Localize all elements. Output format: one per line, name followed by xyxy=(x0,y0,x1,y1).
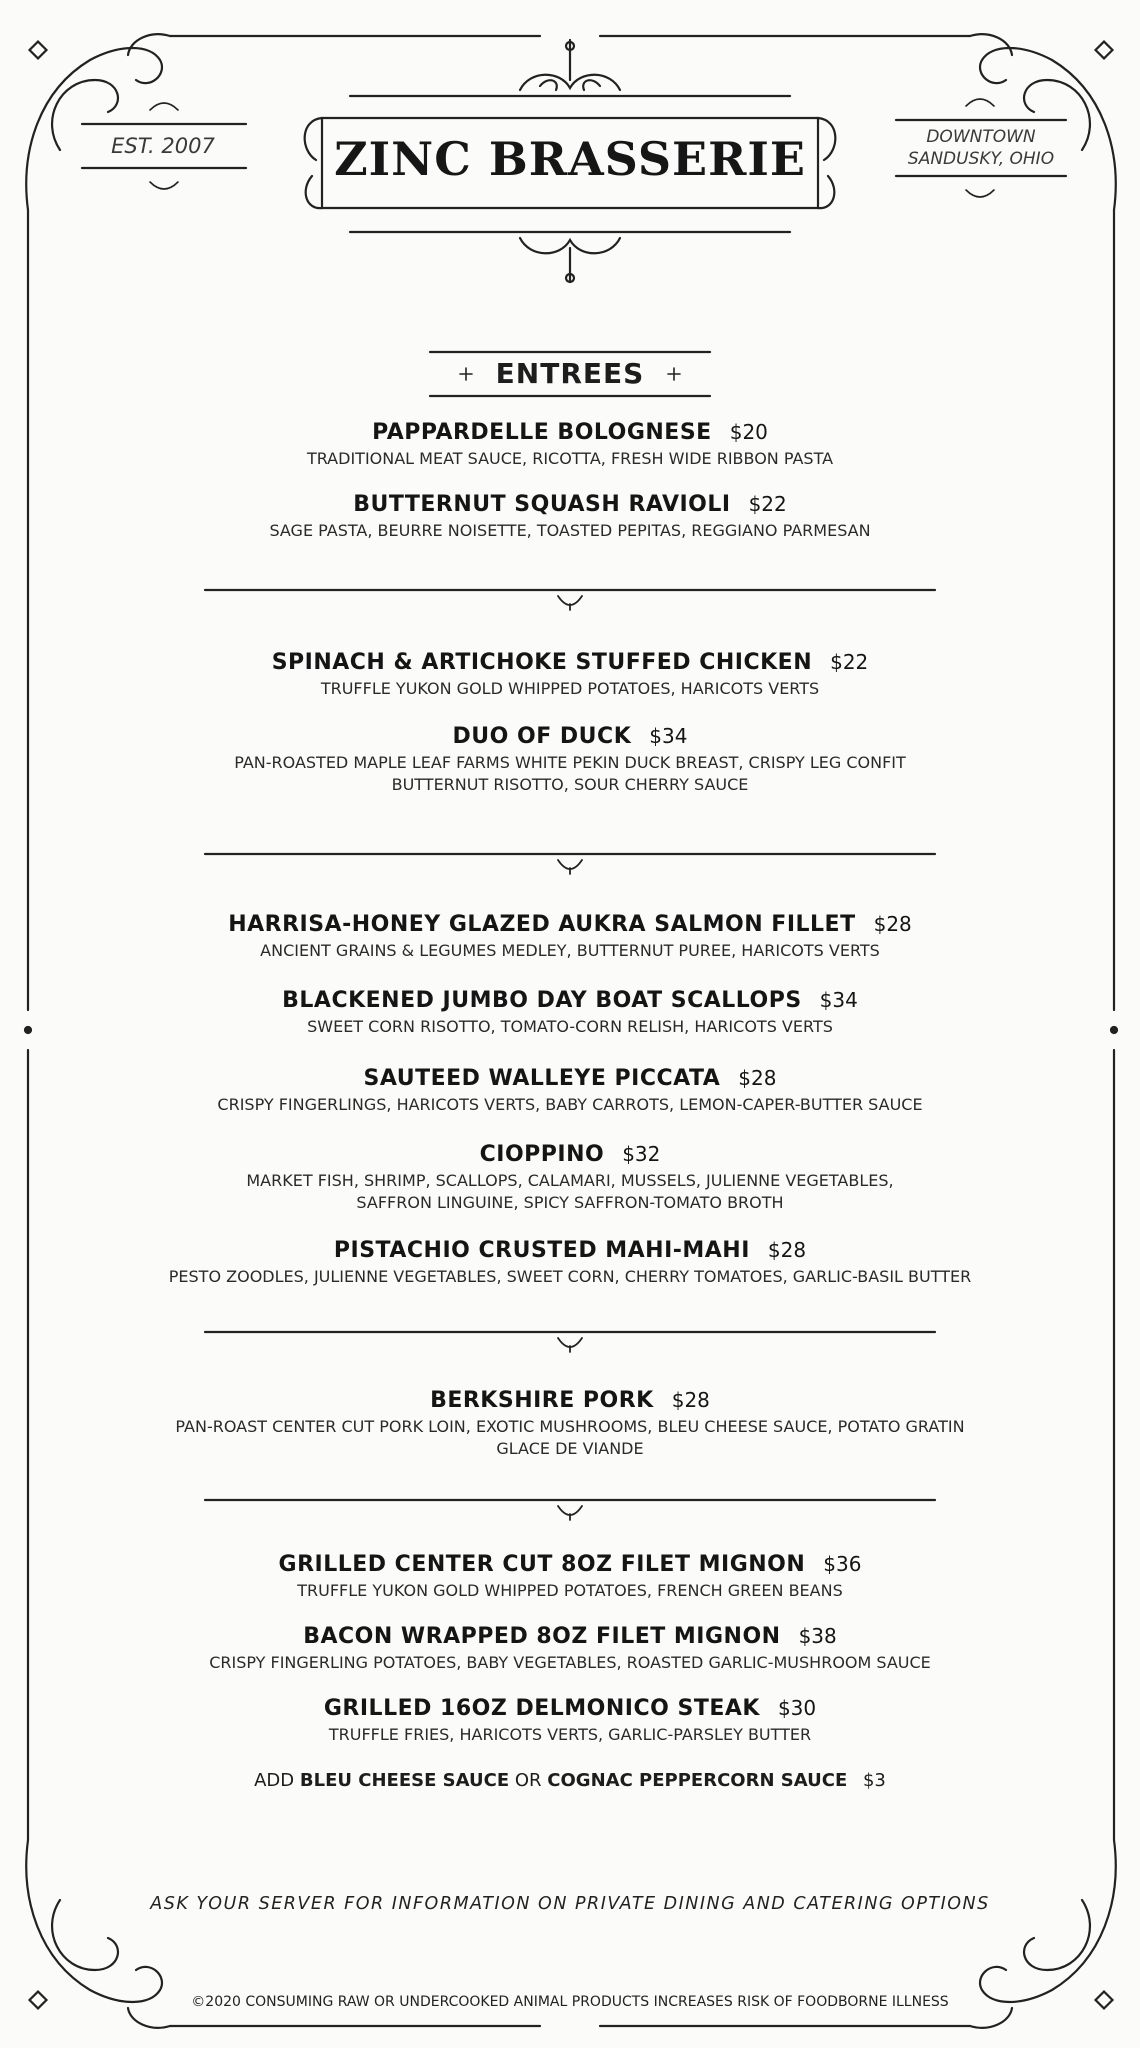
addon-option-2: COGNAC PEPPERCORN SAUCE xyxy=(547,1770,848,1791)
item-description-line-2: GLACE DE VIANDE xyxy=(496,1439,644,1458)
item-name: BUTTERNUT SQUASH RAVIOLI xyxy=(353,492,731,517)
menu-item xyxy=(110,1552,1030,1602)
item-name: SPINACH & ARTICHOKE STUFFED CHICKEN xyxy=(271,650,813,675)
item-price: $34 xyxy=(649,724,688,748)
location-plaque xyxy=(892,126,1070,170)
item-name: GRILLED 16OZ DELMONICO STEAK xyxy=(323,1696,760,1721)
item-price: $28 xyxy=(671,1388,710,1412)
item-price: $36 xyxy=(823,1552,862,1576)
item-price: $22 xyxy=(830,650,869,674)
location-line-2: SANDUSKY, OHIO xyxy=(907,149,1055,169)
item-description-line-2: BUTTERNUT RISOTTO, SOUR CHERRY SAUCE xyxy=(391,775,749,794)
item-description: CRISPY FINGERLING POTATOES, BABY VEGETABLES, ROASTED GARLIC-MUSHROOM SAUCE xyxy=(209,1653,931,1672)
item-name: HARRISA-HONEY GLAZED AUKRA SALMON FILLET xyxy=(228,912,856,937)
menu-item xyxy=(110,1388,1030,1460)
item-description: TRADITIONAL MEAT SAUCE, RICOTTA, FRESH WIDE RIBBON PASTA xyxy=(306,449,834,468)
item-name: PAPPARDELLE BOLOGNESE xyxy=(372,420,712,445)
addon-prefix: ADD xyxy=(254,1770,295,1791)
item-price: $28 xyxy=(873,912,912,936)
item-description: MARKET FISH, SHRIMP, SCALLOPS, CALAMARI, MUSSELS, JULIENNE VEGETABLES, xyxy=(246,1171,894,1190)
item-name: BACON WRAPPED 8OZ FILET MIGNON xyxy=(303,1624,781,1649)
item-description: PESTO ZOODLES, JULIENNE VEGETABLES, SWEET CORN, CHERRY TOMATOES, GARLIC-BASIL BUTTER xyxy=(168,1267,972,1286)
item-price: $32 xyxy=(622,1142,661,1166)
location-line-1: DOWNTOWN xyxy=(926,127,1036,147)
established-year: EST. 2007 xyxy=(111,134,215,158)
item-description: TRUFFLE YUKON GOLD WHIPPED POTATOES, FRENCH GREEN BEANS xyxy=(297,1581,843,1600)
item-description: PAN-ROAST CENTER CUT PORK LOIN, EXOTIC MUSHROOMS, BLEU CHEESE SAUCE, POTATO GRATIN xyxy=(175,1417,965,1436)
menu-item xyxy=(110,420,1030,470)
menu-item xyxy=(110,724,1030,796)
section-title: ENTREES xyxy=(495,357,645,390)
menu-item xyxy=(110,492,1030,542)
item-price: $30 xyxy=(777,1696,817,1720)
item-name: PISTACHIO CRUSTED MAHI-MAHI xyxy=(333,1238,750,1263)
menu-item xyxy=(110,1066,1030,1116)
private-dining-note: ASK YOUR SERVER FOR INFORMATION ON PRIVATE DINING AND CATERING OPTIONS xyxy=(150,1894,990,1914)
menu-item xyxy=(110,988,1030,1038)
sauce-addon xyxy=(110,1770,1030,1791)
addon-option-1: BLEU CHEESE SAUCE xyxy=(299,1770,510,1791)
item-description: ANCIENT GRAINS & LEGUMES MEDLEY, BUTTERNUT PUREE, HARICOTS VERTS xyxy=(260,941,880,960)
menu-item xyxy=(110,912,1030,962)
item-description: TRUFFLE YUKON GOLD WHIPPED POTATOES, HARICOTS VERTS xyxy=(320,679,820,698)
item-name: BERKSHIRE PORK xyxy=(430,1388,654,1413)
restaurant-name: ZINC BRASSERIE xyxy=(334,132,806,186)
item-description: SAGE PASTA, BEURRE NOISETTE, TOASTED PEPITAS, REGGIANO PARMESAN xyxy=(269,521,871,540)
item-price: $38 xyxy=(798,1624,837,1648)
item-description: CRISPY FINGERLINGS, HARICOTS VERTS, BABY CARROTS, LEMON-CAPER-BUTTER SAUCE xyxy=(217,1095,923,1114)
item-price: $22 xyxy=(748,492,787,516)
item-name: GRILLED CENTER CUT 8OZ FILET MIGNON xyxy=(278,1552,806,1577)
item-price: $34 xyxy=(819,988,858,1012)
menu-item xyxy=(110,650,1030,700)
item-name: BLACKENED JUMBO DAY BOAT SCALLOPS xyxy=(282,988,802,1013)
copyright-disclaimer: ©2020 CONSUMING RAW OR UNDERCOOKED ANIMAL PRODUCTS INCREASES RISK OF FOODBORNE ILLNESS xyxy=(191,1994,949,2010)
item-description: SWEET CORN RISOTTO, TOMATO-CORN RELISH, HARICOTS VERTS xyxy=(307,1017,833,1036)
menu-item xyxy=(110,1238,1030,1288)
item-name: SAUTEED WALLEYE PICCATA xyxy=(363,1066,721,1091)
item-description-line-2: SAFFRON LINGUINE, SPICY SAFFRON-TOMATO BROTH xyxy=(356,1193,784,1212)
addon-conjunction: OR xyxy=(514,1770,542,1791)
item-price: $20 xyxy=(729,420,768,444)
item-description: TRUFFLE FRIES, HARICOTS VERTS, GARLIC-PARSLEY BUTTER xyxy=(328,1725,812,1744)
item-description: PAN-ROASTED MAPLE LEAF FARMS WHITE PEKIN DUCK BREAST, CRISPY LEG CONFIT xyxy=(234,753,906,772)
menu-item xyxy=(110,1696,1030,1746)
item-price: $28 xyxy=(767,1238,807,1262)
addon-price: $3 xyxy=(862,1770,886,1791)
item-name: CIOPPINO xyxy=(479,1142,605,1167)
item-name: DUO OF DUCK xyxy=(452,724,632,749)
menu-item xyxy=(110,1624,1030,1674)
menu-item xyxy=(110,1142,1030,1214)
item-price: $28 xyxy=(738,1066,777,1090)
